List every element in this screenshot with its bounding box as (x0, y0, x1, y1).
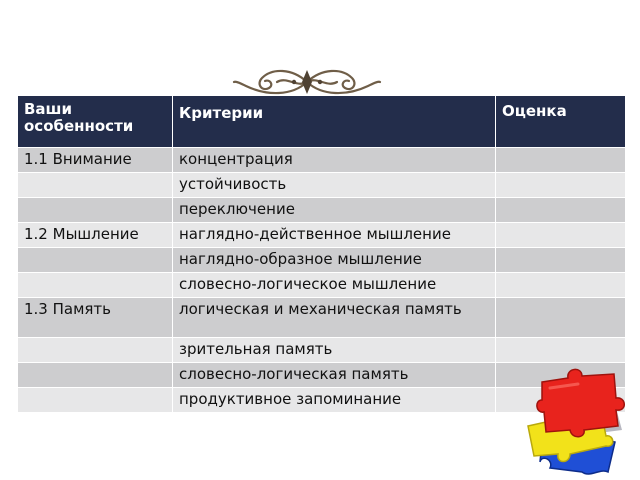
feature-cell: 1.1 Внимание (18, 148, 173, 173)
table-row (18, 273, 626, 298)
criterion-cell: зрительная память (173, 338, 496, 363)
score-cell[interactable] (496, 173, 626, 198)
header-score: Оценка (496, 96, 626, 148)
criterion-cell: устойчивость (173, 173, 496, 198)
score-cell[interactable] (496, 338, 626, 363)
score-cell[interactable] (496, 198, 626, 223)
score-cell[interactable] (496, 223, 626, 248)
criterion-cell: словесно-логическое мышление (173, 273, 496, 298)
table-row (18, 173, 626, 198)
puzzle-pieces-icon (520, 368, 640, 480)
feature-cell (18, 198, 173, 223)
table-row (18, 298, 626, 338)
table-header-row (18, 96, 626, 148)
feature-cell: 1.3 Память (18, 298, 173, 338)
score-cell[interactable] (496, 298, 626, 338)
criterion-cell: переключение (173, 198, 496, 223)
puzzle-piece-red-icon (537, 369, 624, 436)
criterion-cell: наглядно-образное мышление (173, 248, 496, 273)
feature-cell: 1.2 Мышление (18, 223, 173, 248)
ornament-divider-icon (232, 66, 382, 98)
table-row (18, 148, 626, 173)
score-cell[interactable] (496, 248, 626, 273)
feature-cell (18, 173, 173, 198)
table-row (18, 198, 626, 223)
table-row (18, 223, 626, 248)
feature-cell (18, 388, 173, 413)
header-features: Ваши особенности (18, 96, 173, 148)
criterion-cell: концентрация (173, 148, 496, 173)
header-criteria: Критерии (173, 96, 496, 148)
feature-cell (18, 363, 173, 388)
score-cell[interactable] (496, 148, 626, 173)
criterion-cell: продуктивное запоминание (173, 388, 496, 413)
criterion-cell: наглядно-действенное мышление (173, 223, 496, 248)
feature-cell (18, 273, 173, 298)
feature-cell (18, 248, 173, 273)
score-cell[interactable] (496, 273, 626, 298)
feature-cell (18, 338, 173, 363)
criteria-table (17, 95, 626, 413)
criterion-cell: логическая и механическая память (173, 298, 496, 338)
table-row (18, 338, 626, 363)
criterion-cell: словесно-логическая память (173, 363, 496, 388)
table-row (18, 248, 626, 273)
